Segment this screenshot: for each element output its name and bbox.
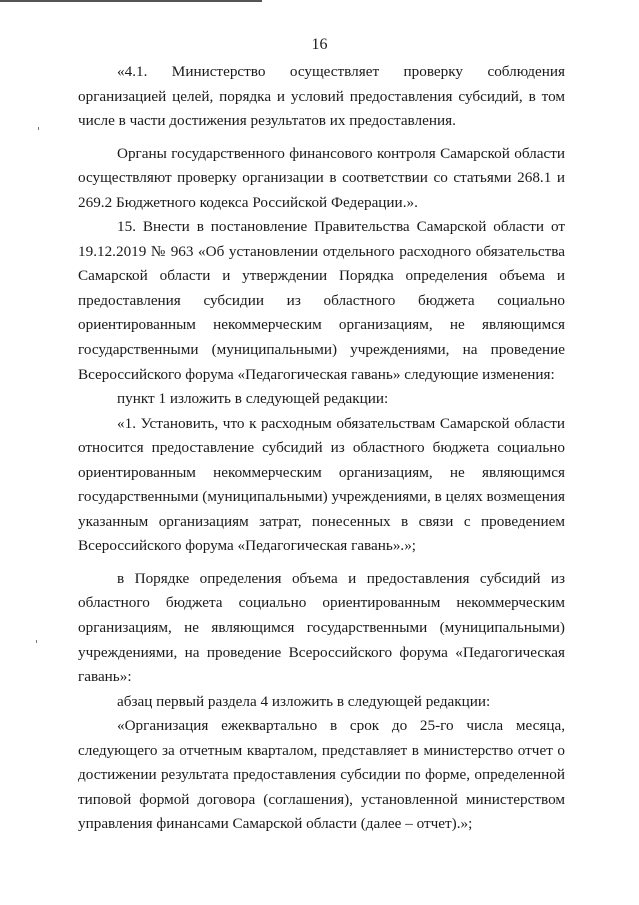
page-number: 16 xyxy=(311,36,328,53)
paragraph-6: в Порядке определения объема и предоставления субсидий из областного бюджета социально ориентированным некоммерческим организациям, не являющимся государственными (муниципальными) учреждениями, на проведение Всероссийского форума «Педагогическая гавань»: xyxy=(78,569,565,686)
paragraph-1: «4.1. Министерство осуществляет проверку соблюдения организацией целей, порядка и условий предоставления субсидий, в том числе в части достижения результатов их предоставления. xyxy=(78,63,565,130)
paragraph-2: Органы государственного финансового контроля Самарской области осуществляют проверку организации в соответствии со статьями 268.1 и 269.2 Бюджетного кодекса Российской Федерации.». xyxy=(78,144,565,211)
paragraph-7: абзац первый раздела 4 изложить в следующей редакции: xyxy=(117,692,491,710)
document-body xyxy=(78,60,565,837)
paragraph-8: «Организация ежеквартально в срок до 25-го числа месяца, следующего за отчетным кварталом, представляет в министерство отчет о достижении результата предоставления субсидии по форме, определенной типовой формой договора (соглашения), установленной министерством управления финансами Самарской области (далее – отчет).»; xyxy=(78,717,565,833)
top-edge-line xyxy=(0,0,262,2)
scan-speck xyxy=(38,127,39,130)
scan-speck xyxy=(36,640,37,643)
paragraph-4: пункт 1 изложить в следующей редакции: xyxy=(117,390,389,408)
paragraph-3: 15. Внести в постановление Правительства Самарской области от 19.12.2019 № 963 «Об установлении отдельного расходного обязательства Самарской области и утверждении Порядка определения объема и предоставления субсидии из областного бюджета социально ориентированным некоммерческим организациям, не являющимся государственными (муниципальными) учреждениями, на проведение Всероссийского форума «Педагогическая гавань» следующие изменения: xyxy=(78,218,565,383)
paragraph-5: «1. Установить, что к расходным обязательствам Самарской области относится предоставление субсидий из областного бюджета социально ориентированным некоммерческим организациям, не являющимся государственными (муниципальными) учреждениями, в целях возмещения указанным организациям затрат, понесенных в связи с проведением Всероссийского форума «Педагогическая гавань».»; xyxy=(78,414,565,555)
